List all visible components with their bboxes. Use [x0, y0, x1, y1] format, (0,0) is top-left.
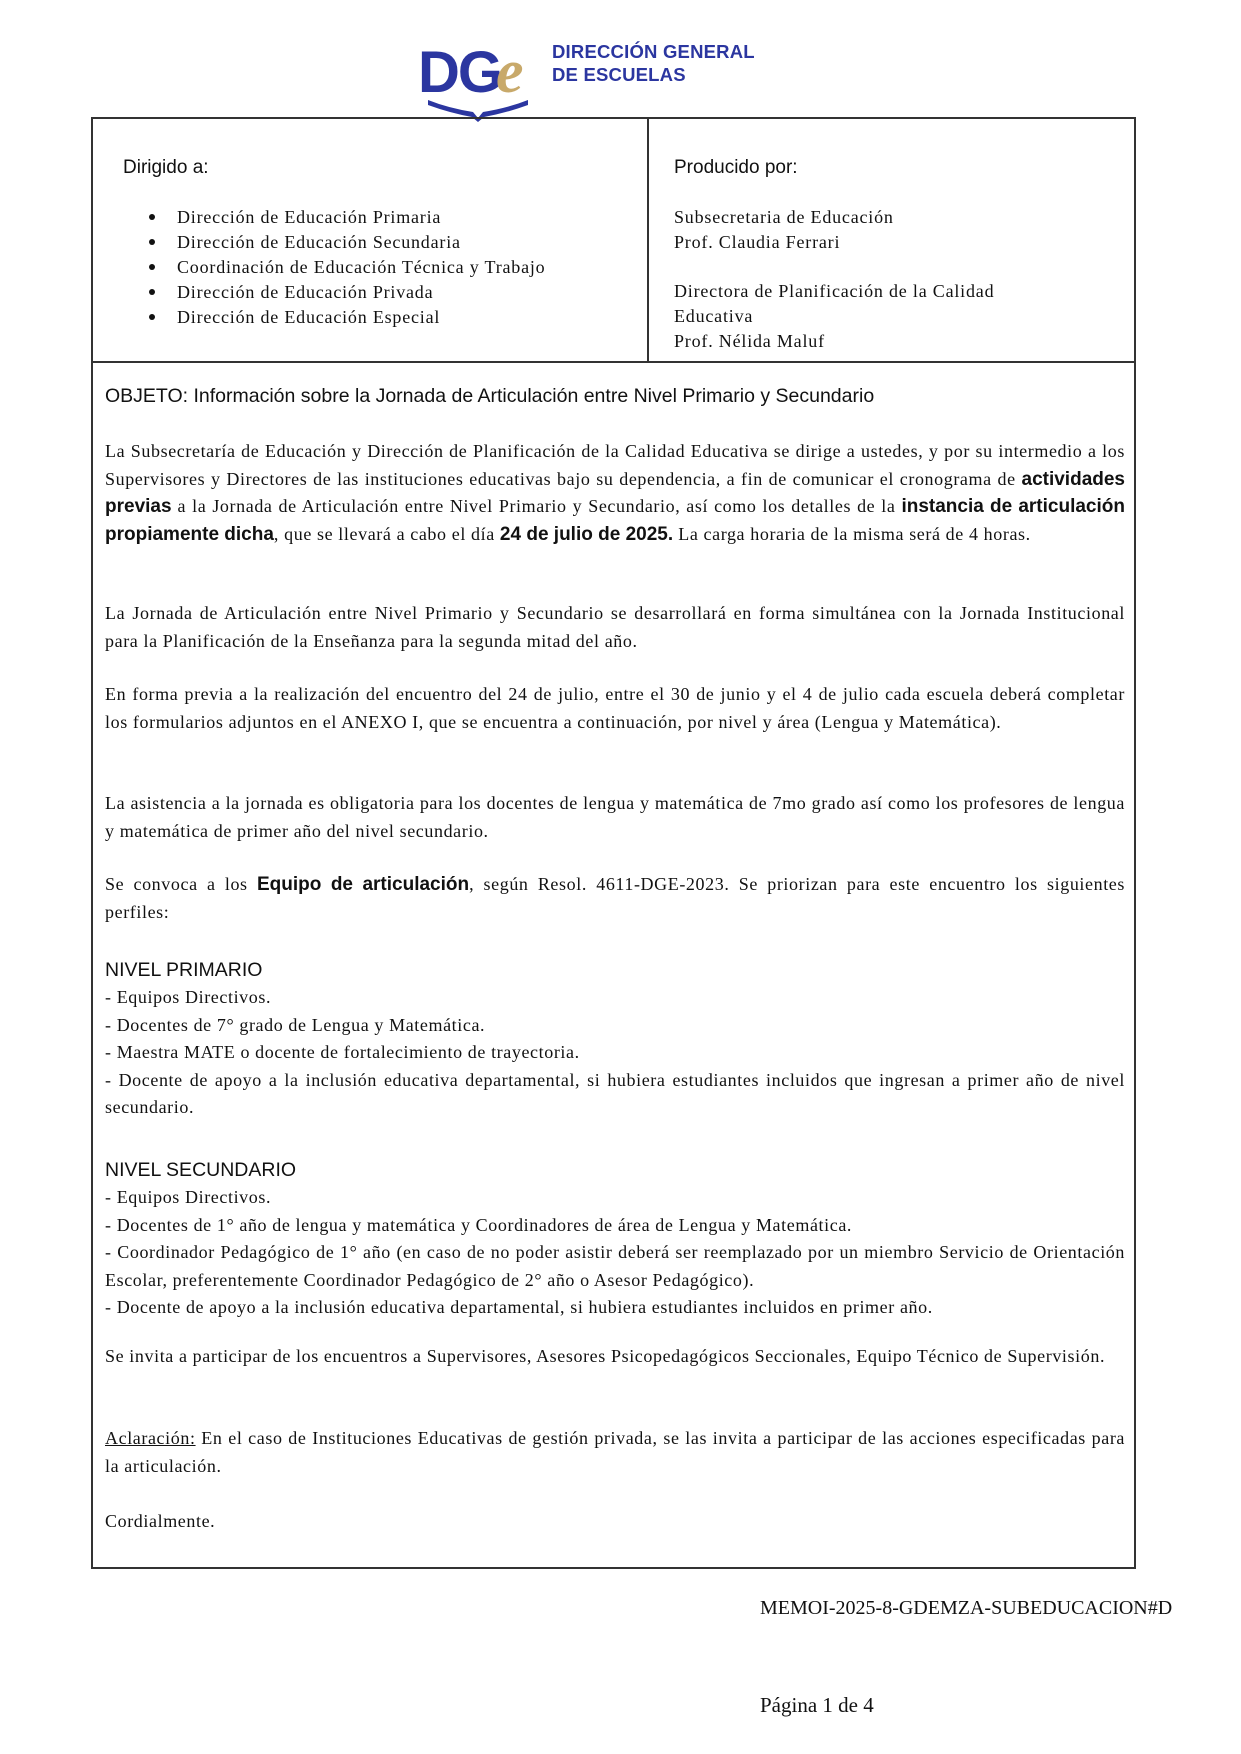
list-item: - Maestra MATE o docente de fortalecimiento de trayectoria.: [105, 1042, 580, 1062]
subject-line: OBJETO: Información sobre la Jornada de Articulación entre Nivel Primario y Secundario: [105, 385, 875, 407]
dge-logo: [418, 38, 758, 122]
section-title-primario: NIVEL PRIMARIO: [105, 959, 263, 981]
paragraph-attendance: La asistencia a la jornada es obligatoria para los docentes de lengua y matemática de 7mo grado así como los profesores de lengua y matemática de primer año del nivel secundario.: [105, 793, 1125, 841]
addressed-to-column: [93, 119, 649, 361]
produced-by-column: [649, 119, 1134, 361]
paragraph-clarification: Aclaración: En el caso de Instituciones Educativas de gestión privada, se las invita a participar de las acciones especificadas para la articulación.: [105, 1428, 1125, 1476]
dge-logo-mark-icon: [418, 38, 548, 122]
producer-office: Subsecretaria de Educación: [674, 207, 894, 227]
produced-by-title: Producido por:: [674, 157, 798, 178]
addressed-to-title: Dirigido a:: [123, 157, 209, 178]
svg-text:e: e: [496, 38, 524, 106]
section-title-secundario: NIVEL SECUNDARIO: [105, 1159, 297, 1181]
list-item: - Docentes de 1° año de lengua y matemática y Coordinadores de área de Lengua y Matemática.: [105, 1214, 853, 1235]
logo-wordmark: [552, 40, 755, 86]
bullet-icon: [149, 289, 155, 295]
list-item: - Equipos Directivos.: [105, 987, 272, 1007]
clarification-label: Aclaración:: [105, 1428, 196, 1448]
list-item: [149, 280, 545, 305]
recipient-label: Dirección de Educación Especial: [177, 307, 441, 327]
paragraph-previous: En forma previa a la realización del encuentro del 24 de julio, entre el 30 de junio y el 4 de julio cada escuela deberá completar los formularios adjuntos en el ANEXO I, que se encuentra a continuación, por nivel y área (Lengua y Matemática).: [105, 684, 1125, 732]
producer-name: Prof. Nélida Maluf: [674, 331, 825, 351]
memo-header: [93, 119, 1134, 363]
paragraph-convocation: Se convoca a los Equipo de articulación, según Resol. 4611-DGE-2023. Se priorizan para este encuentro los siguientes perfiles:: [105, 874, 1126, 922]
highlight-text: actividades previas: [105, 468, 1125, 517]
highlight-date: 24 de julio de 2025.: [499, 523, 674, 545]
recipient-list: [177, 205, 545, 330]
producer-office-cont: Educativa: [674, 306, 754, 326]
list-item: - Docentes de 7° grado de Lengua y Matemática.: [105, 1014, 486, 1035]
recipient-label: Dirección de Educación Secundaria: [177, 232, 461, 252]
bullet-icon: [149, 239, 155, 245]
recipient-label: Coordinación de Educación Técnica y Trabajo: [177, 257, 546, 277]
list-item: - Docente de apoyo a la inclusión educativa departamental, si hubiera estudiantes incluidos en primer año.: [105, 1297, 933, 1317]
recipient-label: Dirección de Educación Privada: [177, 282, 434, 302]
bullet-icon: [149, 314, 155, 320]
memo-identifier: MEMOI-2025-8-GDEMZA-SUBEDUCACION#D: [760, 1597, 1173, 1619]
list-item: [149, 255, 545, 280]
highlight-text: Equipo de articulación: [256, 874, 470, 895]
paragraph-simultaneous: La Jornada de Articulación entre Nivel Primario y Secundario se desarrollará en forma simultánea con la Jornada Institucional para la Planificación de la Enseñanza para la segunda mitad del año.: [105, 603, 1125, 651]
closing-line: Cordialmente.: [105, 1511, 216, 1531]
list-item: [149, 230, 545, 255]
producer-block: [674, 205, 994, 354]
paragraph-invitation: Se invita a participar de los encuentros a Supervisores, Asesores Psicopedagógicos Seccionales, Equipo Técnico de Supervisión.: [105, 1346, 1106, 1366]
list-item: - Equipos Directivos.: [105, 1187, 272, 1207]
page-number: Página 1 de 4: [760, 1693, 874, 1717]
memo-frame: [91, 117, 1136, 1569]
list-item: [149, 205, 545, 230]
logo-line-1: DIRECCIÓN GENERAL: [552, 41, 755, 62]
bullet-icon: [149, 214, 155, 220]
producer-office: Directora de Planificación de la Calidad: [674, 281, 995, 301]
logo-line-2: DE ESCUELAS: [552, 64, 686, 85]
primario-list: [105, 984, 1125, 1122]
producer-name: Prof. Claudia Ferrari: [674, 232, 841, 252]
paragraph-intro: La Subsecretaría de Educación y Dirección de Planificación de la Calidad Educativa se dirige a ustedes, y por su intermedio a los Supervisores y Directores de las instituciones educativas bajo su dependencia, a fin de comunicar el cronograma de actividades previas a la Jornada de Articulación entre Nivel Primario y Secundario, así como los detalles de la instancia de articulación propiamente dicha, que se llevará a cabo el día 24 de julio de 2025. La carga horaria de la misma será de 4 horas.: [105, 441, 1125, 545]
bullet-icon: [149, 264, 155, 270]
list-item: [149, 305, 545, 330]
svg-text:DG: DG: [418, 40, 501, 105]
list-item: - Docente de apoyo a la inclusión educativa departamental, si hubiera estudiantes incluidos que ingresan a primer año de nivel secundario.: [105, 1069, 1125, 1117]
recipient-label: Dirección de Educación Primaria: [177, 207, 442, 227]
secundario-list: [105, 1184, 1125, 1322]
list-item: - Coordinador Pedagógico de 1° año (en caso de no poder asistir deberá ser reemplazado por un miembro Servicio de Orientación Escolar, preferentemente Coordinador Pedagógico de 2° año o Asesor Pedagógico).: [105, 1242, 1125, 1290]
highlight-text: instancia de articulación propiamente dicha: [105, 496, 1125, 545]
